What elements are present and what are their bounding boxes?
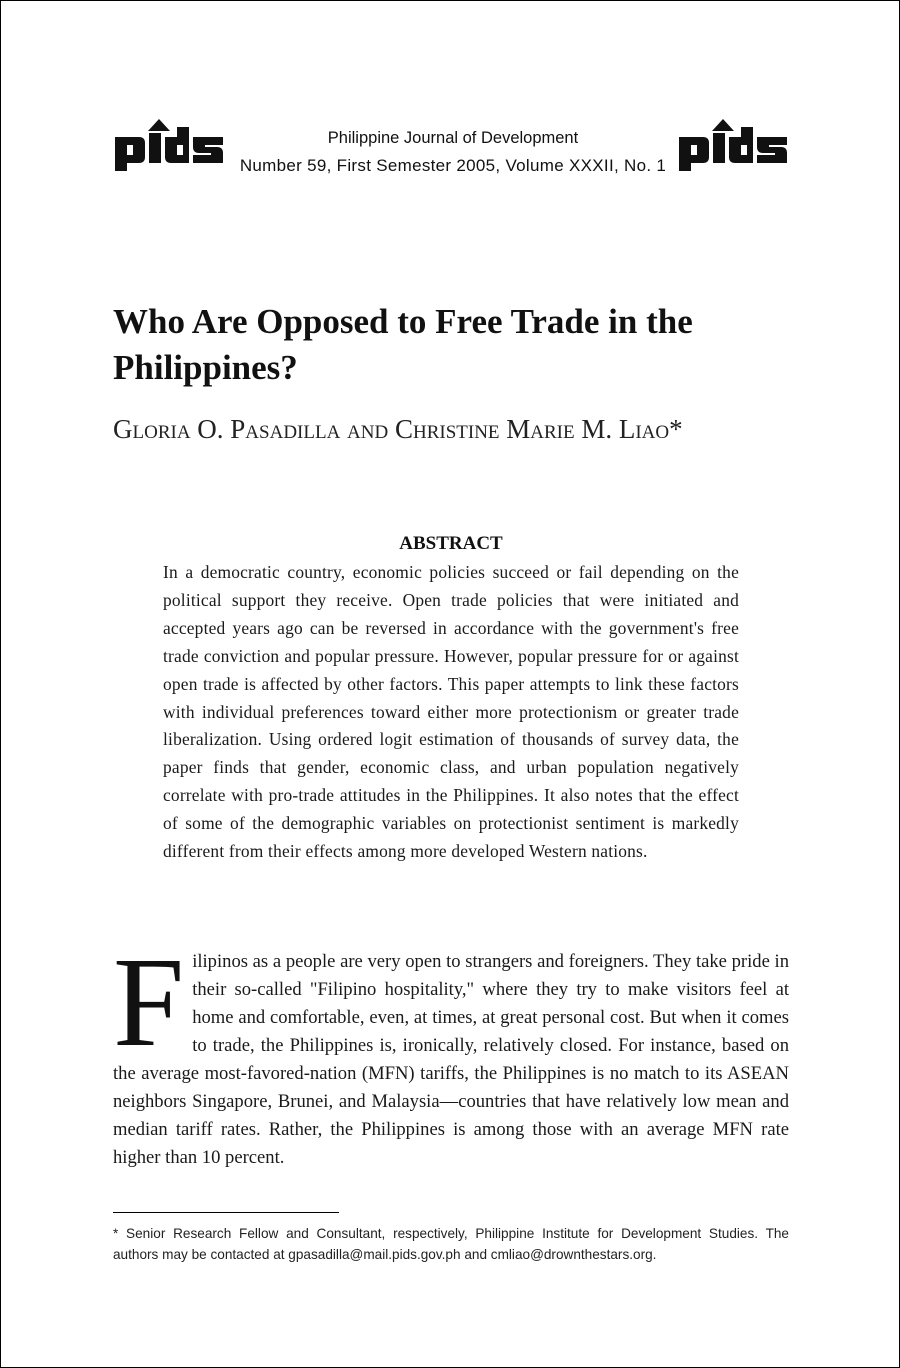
pids-logo-left	[113, 117, 225, 173]
footnote-divider	[113, 1212, 339, 1213]
drop-cap: F	[113, 931, 185, 1073]
footnote: * Senior Research Fellow and Consultant, respectively, Philippine Institute for Development Studies. The authors may be contacted at gpasadilla@mail.pids.gov.ph and cmliao@drownthestars.org.	[113, 1226, 789, 1262]
pids-logo-right	[677, 117, 789, 173]
body-text: ilipinos as a people are very open to strangers and foreigners. They take pride in their so-called "Filipino hospitality," where they try to make visitors feel at home and comfortable, even, at times, at great personal cost. But when it comes to trade, the Philippines is, ironically, relatively closed. For instance, based on the average most-favored-nation (MFN) tariffs, the Philippines is no match to its ASEAN neighbors Singapore, Brunei, and Malaysia—countries that have relatively low mean and median tariff rates. Rather, the Philippines is among those with an average MFN rate higher than 10 percent.	[113, 951, 789, 1168]
issue-info: Number 59, First Semester 2005, Volume XXXII, No. 1	[239, 156, 667, 175]
article-authors: Gloria O. Pasadilla and Christine Marie M. Liao*	[113, 414, 683, 444]
journal-name: Philippine Journal of Development	[327, 129, 579, 147]
journal-masthead	[233, 125, 673, 179]
body-paragraph	[113, 931, 789, 1172]
article-title: Who Are Opposed to Free Trade in the Philippines?	[113, 302, 693, 387]
abstract-text: In a democratic country, economic policies succeed or fail depending on the political support they receive. Open trade policies that were initiated and accepted years ago can be reversed in accordance with the government's free trade conviction and popular pressure. However, popular pressure for or against open trade is affected by other factors. This paper attempts to link these factors with individual preferences toward either more protectionism or greater trade liberalization. Using ordered logit estimation of thousands of survey data, the paper finds that gender, economic class, and urban population negatively correlate with pro-trade attitudes in the Philippines. It also notes that the effect of some of the demographic variables on protectionist sentiment is markedly different from their effects among more developed Western nations.	[163, 562, 739, 862]
abstract-heading: ABSTRACT	[399, 533, 503, 554]
